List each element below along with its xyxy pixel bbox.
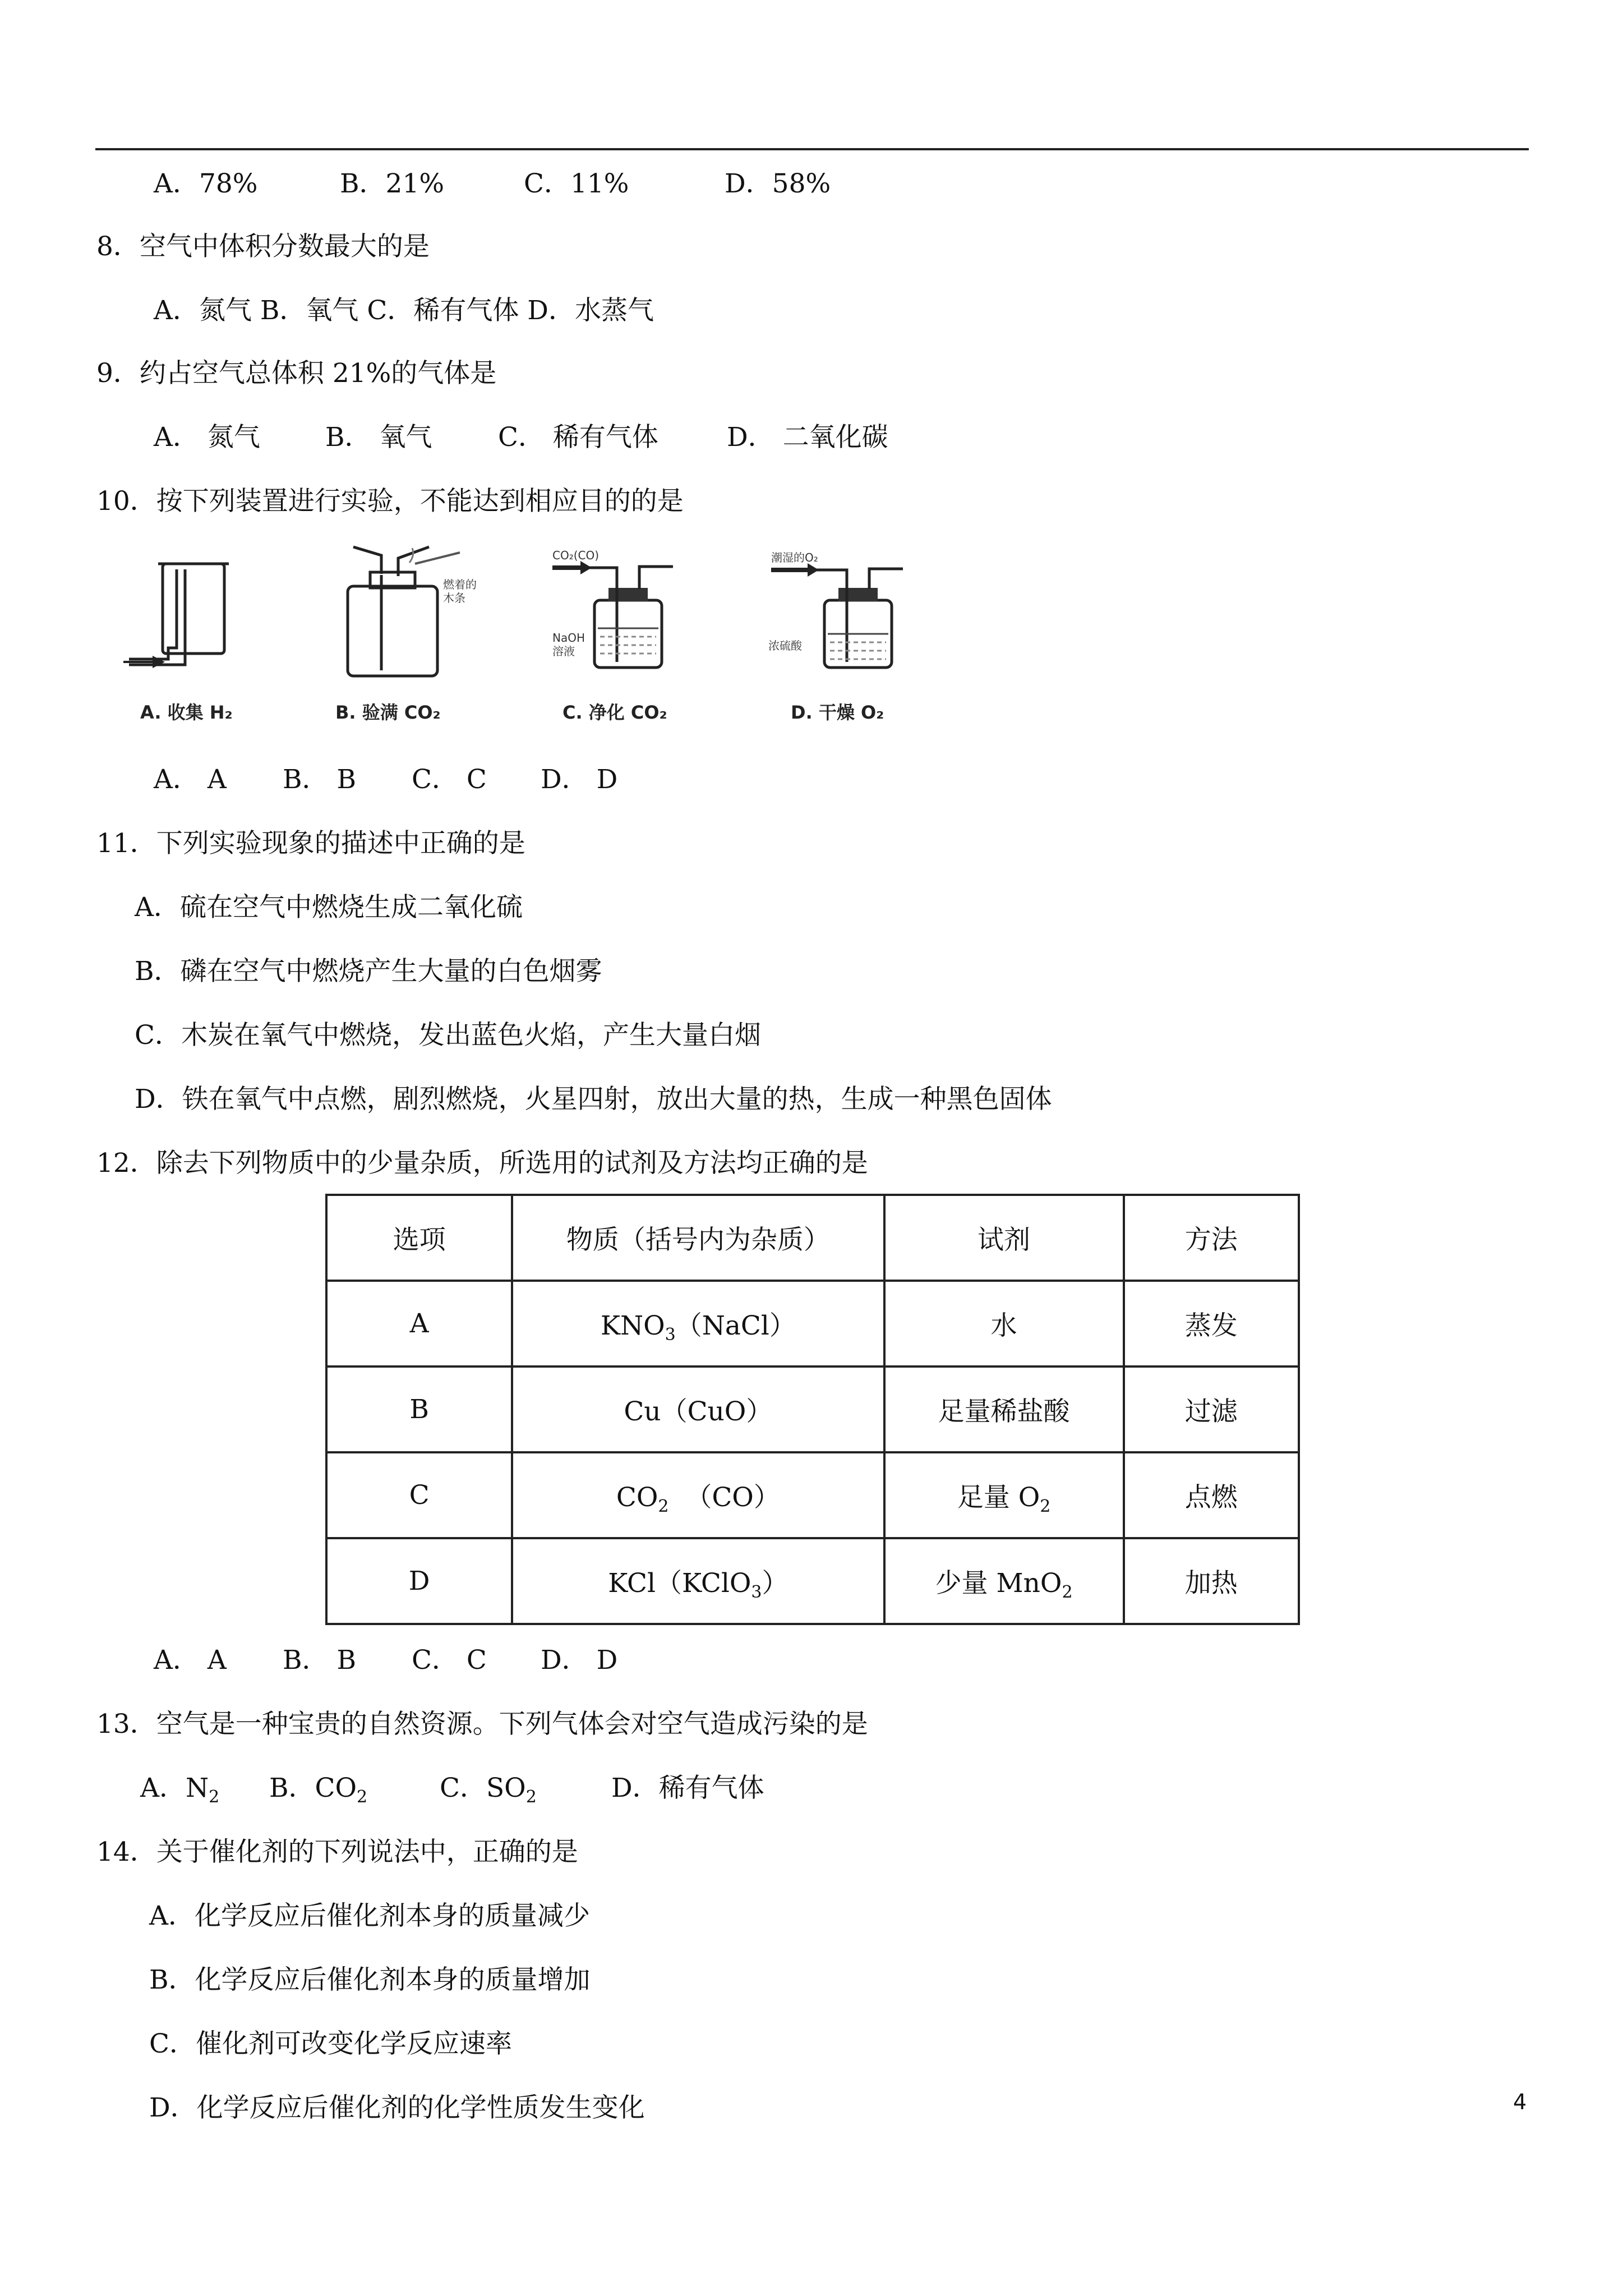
q7-option-d: D．58% bbox=[725, 168, 831, 199]
q13-option-d: D．稀有气体 bbox=[611, 1773, 764, 1803]
q12-stem: 12．除去下列物质中的少量杂质，所选用的试剂及方法均正确的是 bbox=[96, 1148, 868, 1179]
q7-option-b: B．21% bbox=[340, 168, 445, 199]
table-row bbox=[326, 1366, 1299, 1452]
q10-stem: 10．按下列装置进行实验，不能达到相应目的的是 bbox=[96, 486, 684, 517]
figure-a-caption: A. 收集 H₂ bbox=[140, 702, 233, 723]
q7-option-a: A．78% bbox=[154, 168, 258, 199]
q12-table bbox=[325, 1194, 1300, 1625]
figure-c-purify-co2 bbox=[550, 555, 679, 679]
q12-option-b: B． B bbox=[283, 1645, 357, 1676]
q13-option-b: B．$CO_2$ bbox=[269, 1773, 368, 1807]
cell-option: A bbox=[326, 1281, 512, 1366]
figure-d-caption: D. 干燥 O₂ bbox=[791, 702, 884, 723]
figure-b-caption: B. 验满 CO₂ bbox=[335, 702, 441, 723]
figure-b-co2-full-test bbox=[331, 541, 471, 682]
figure-d-gas-label: 潮湿的O₂ bbox=[771, 551, 818, 564]
q9-option-d: D． 二氧化碳 bbox=[727, 422, 888, 453]
q9-option-b: B． 氧气 bbox=[325, 422, 432, 453]
cell-substance: KCl（KClO$_3$） bbox=[512, 1538, 884, 1624]
q10-option-d: D． D bbox=[541, 764, 618, 795]
q13-option-a: A．$N_2$ bbox=[140, 1773, 220, 1807]
q11-option-a: A．硫在空气中燃烧生成二氧化硫 bbox=[135, 892, 523, 923]
q12-option-c: C． C bbox=[412, 1645, 487, 1676]
q7-option-c: C．11% bbox=[524, 168, 629, 199]
q11-stem: 11．下列实验现象的描述中正确的是 bbox=[96, 828, 525, 859]
header-substance: 物质（括号内为杂质） bbox=[512, 1195, 884, 1281]
q8-stem: 8．空气中体积分数最大的是 bbox=[96, 231, 430, 262]
q13-stem: 13．空气是一种宝贵的自然资源。下列气体会对空气造成污染的是 bbox=[96, 1709, 868, 1740]
table-row bbox=[326, 1452, 1299, 1538]
figure-d-liquid-label: 浓硫酸 bbox=[768, 639, 802, 652]
q14-option-b: B．化学反应后催化剂本身的质量增加 bbox=[149, 1964, 591, 1995]
cell-reagent: 足量稀盐酸 bbox=[884, 1366, 1124, 1452]
q10-option-c: C． C bbox=[412, 764, 487, 795]
q14-option-c: C．催化剂可改变化学反应速率 bbox=[149, 2028, 512, 2059]
header-option: 选项 bbox=[326, 1195, 512, 1281]
q14-option-d: D．化学反应后催化剂的化学性质发生变化 bbox=[149, 2092, 645, 2123]
table-header-row bbox=[326, 1195, 1299, 1281]
q10-option-a: A． A bbox=[154, 764, 227, 795]
header-reagent: 试剂 bbox=[884, 1195, 1124, 1281]
cell-reagent: 足量 $O_2$ bbox=[884, 1452, 1124, 1538]
page-number: 4 bbox=[1513, 2090, 1527, 2114]
figure-c-gas-label: CO₂(CO) bbox=[552, 549, 600, 562]
cell-reagent: 少量 MnO$_2$ bbox=[884, 1538, 1124, 1624]
q12-option-d: D． D bbox=[541, 1645, 618, 1676]
cell-method: 过滤 bbox=[1124, 1366, 1299, 1452]
table-row bbox=[326, 1281, 1299, 1366]
figure-a-collect-h2 bbox=[112, 553, 241, 682]
cell-substance: Cu（CuO） bbox=[512, 1366, 884, 1452]
q14-option-a: A．化学反应后催化剂本身的质量减少 bbox=[149, 1901, 590, 1931]
cell-option: D bbox=[326, 1538, 512, 1624]
q9-option-a: A． 氮气 bbox=[154, 422, 260, 453]
cell-method: 点燃 bbox=[1124, 1452, 1299, 1538]
q14-stem: 14．关于催化剂的下列说法中，正确的是 bbox=[96, 1837, 578, 1867]
table-row bbox=[326, 1538, 1299, 1624]
header-method: 方法 bbox=[1124, 1195, 1299, 1281]
q9-stem: 9．约占空气总体积 21%的气体是 bbox=[96, 358, 497, 389]
q11-option-d: D．铁在氧气中点燃，剧烈燃烧，火星四射，放出大量的热，生成一种黑色固体 bbox=[135, 1084, 1052, 1115]
figure-b-note: 燃着的木条 bbox=[443, 578, 477, 605]
cell-method: 蒸发 bbox=[1124, 1281, 1299, 1366]
figure-d-dry-o2 bbox=[768, 555, 909, 679]
q13-option-c: C．$SO_2$ bbox=[440, 1773, 537, 1807]
figure-c-liquid-label: NaOH溶液 bbox=[552, 631, 585, 658]
q10-option-b: B． B bbox=[283, 764, 357, 795]
cell-substance: $CO_2$ （CO） bbox=[512, 1452, 884, 1538]
header-rule bbox=[95, 148, 1529, 150]
figure-c-caption: C. 净化 CO₂ bbox=[562, 702, 667, 723]
q11-option-b: B．磷在空气中燃烧产生大量的白色烟雾 bbox=[135, 956, 602, 987]
q9-option-c: C． 稀有气体 bbox=[498, 422, 658, 453]
cell-reagent: 水 bbox=[884, 1281, 1124, 1366]
q8-options: A．氮气 B．氧气 C．稀有气体 D．水蒸气 bbox=[154, 295, 654, 326]
cell-substance: $KNO_3(NaCl)$ bbox=[512, 1281, 884, 1366]
q12-option-a: A． A bbox=[154, 1645, 227, 1676]
q11-option-c: C．木炭在氧气中燃烧，发出蓝色火焰，产生大量白烟 bbox=[135, 1020, 761, 1051]
cell-method: 加热 bbox=[1124, 1538, 1299, 1624]
cell-option: B bbox=[326, 1366, 512, 1452]
cell-option: C bbox=[326, 1452, 512, 1538]
